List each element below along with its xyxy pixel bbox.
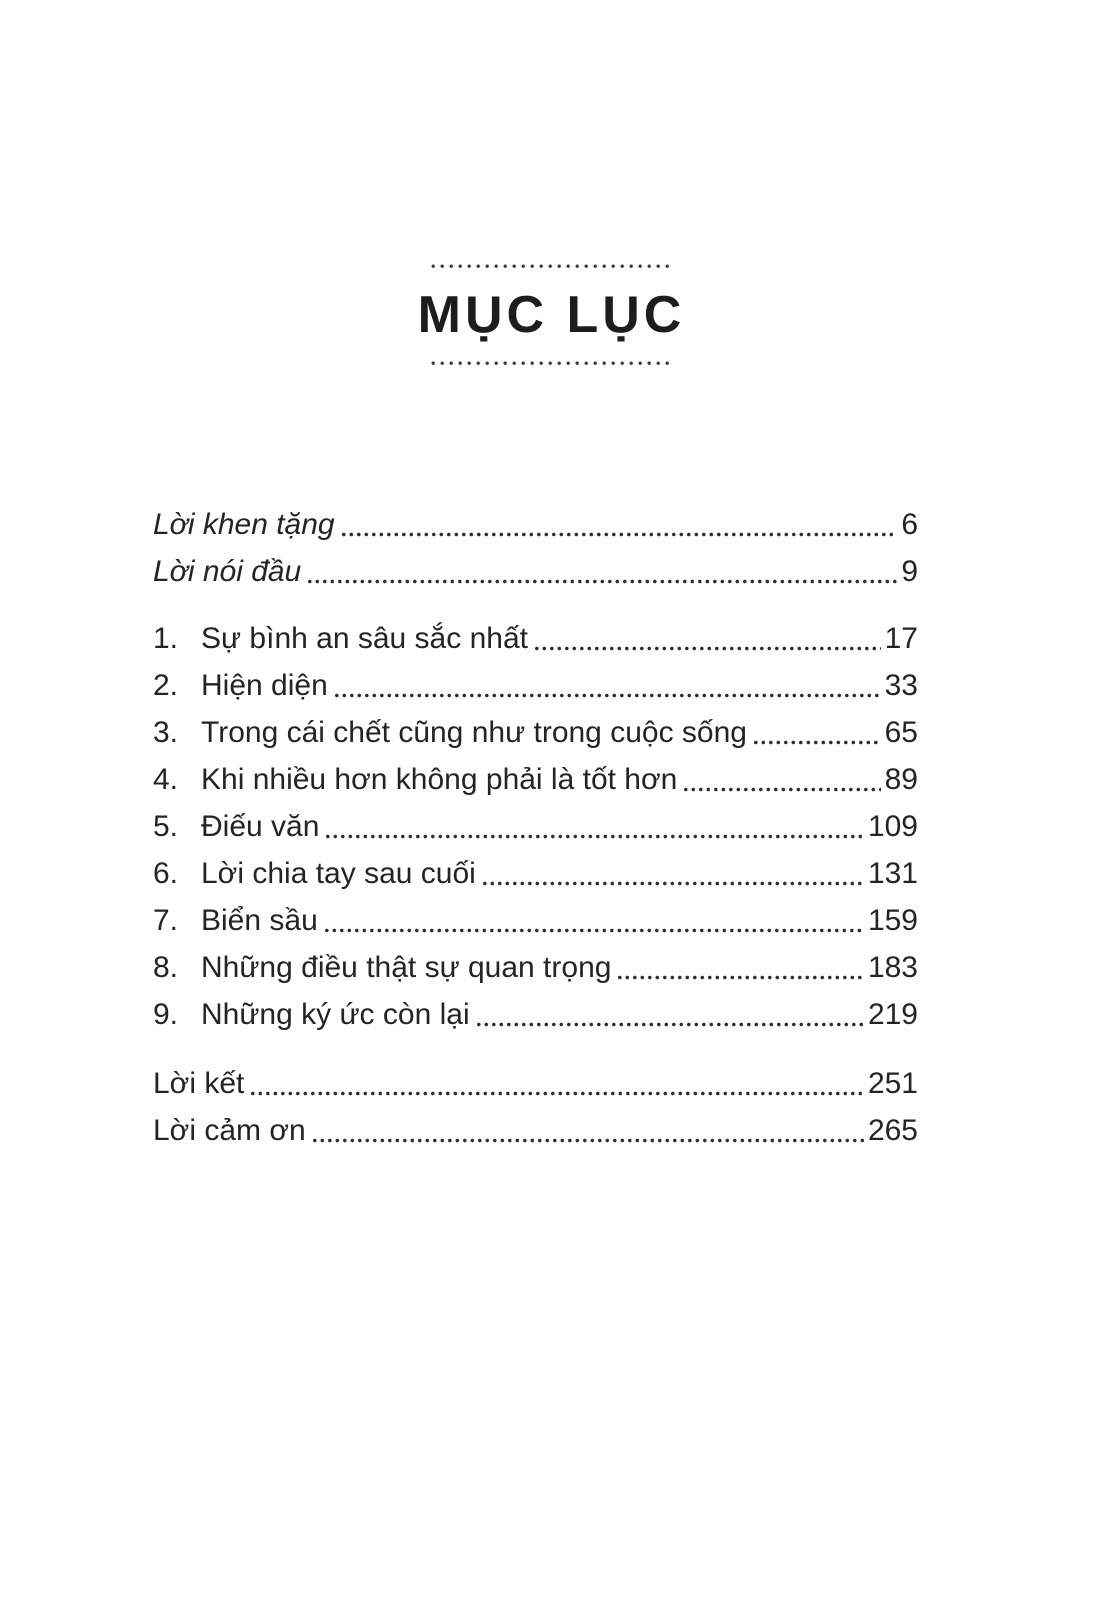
toc-entry-page: 9 [901,555,918,588]
toc-entry-label: Lời chia tay sau cuối [201,857,476,890]
title-bottom-dotted-line [431,361,673,366]
toc-entry-page: 33 [884,669,918,702]
toc-list [153,508,918,1148]
title-block [0,0,1103,366]
dot-leader [325,927,864,934]
toc-entry [153,716,918,750]
toc-entry-number: 4. [153,763,179,796]
toc-entry [153,508,918,542]
toc-entry-page: 183 [867,951,918,984]
toc-entry [153,951,918,985]
toc-entry-number: 2. [153,669,179,702]
toc-entry-number: 6. [153,857,179,890]
toc-entry [153,622,918,656]
title-top-dotted-line [431,264,673,269]
toc-entry [153,669,918,703]
toc-entry-page: 65 [884,716,918,749]
toc-entry-page: 251 [867,1067,918,1100]
dot-leader [618,974,864,981]
toc-entry-page: 159 [867,904,918,937]
toc-entry-number: 7. [153,904,179,937]
toc-entry-label: Lời nói đầu [153,555,302,588]
dot-leader [754,739,881,746]
toc-entry-page: 6 [901,508,918,541]
toc-entry [153,810,918,844]
toc-entry-number: 1. [153,622,179,655]
toc-entry-label: Lời kết [153,1067,245,1100]
toc-entry-number: 8. [153,951,179,984]
toc-entry-label: Biển sầu [201,904,318,937]
toc-entry-label: Sự bình an sâu sắc nhất [201,622,528,655]
dot-leader [342,531,898,538]
page-title: MỤC LỤC [417,286,686,344]
toc-entry-page: 131 [867,857,918,890]
toc-entry [153,763,918,797]
dot-leader [483,880,864,887]
toc-entry-number: 5. [153,810,179,843]
toc-entry [153,857,918,891]
toc-entry [153,904,918,938]
toc-entry [153,555,918,589]
toc-entry-page: 109 [867,810,918,843]
toc-entry [153,1114,918,1148]
toc-entry-number: 9. [153,998,179,1031]
toc-entry-page: 89 [884,763,918,796]
toc-entry-label: Điếu văn [201,810,320,843]
toc-front-matter [153,508,918,589]
toc-entry-label: Trong cái chết cũng như trong cuộc sống [201,716,747,749]
toc-entry-page: 219 [867,998,918,1031]
toc-entry-label: Những điều thật sự quan trọng [201,951,612,984]
toc-entry [153,1067,918,1101]
dot-leader [326,833,864,840]
toc-chapters [153,622,918,1032]
dot-leader [308,578,897,585]
dot-leader [684,786,880,793]
toc-entry-label: Lời cảm ơn [153,1114,306,1147]
toc-entry [153,998,918,1032]
dot-leader [535,645,881,652]
toc-entry-label: Khi nhiều hơn không phải là tốt hơn [201,763,678,796]
toc-entry-label: Những ký ức còn lại [201,998,470,1031]
toc-entry-page: 17 [884,622,918,655]
toc-entry-label: Hiện diện [201,669,328,702]
dot-leader [335,692,881,699]
toc-entry-number: 3. [153,716,179,749]
dot-leader [251,1090,864,1097]
toc-entry-page: 265 [867,1114,918,1147]
toc-back-matter [153,1067,918,1148]
toc-entry-label: Lời khen tặng [153,508,335,541]
dot-leader [313,1137,864,1144]
dot-leader [477,1021,864,1028]
